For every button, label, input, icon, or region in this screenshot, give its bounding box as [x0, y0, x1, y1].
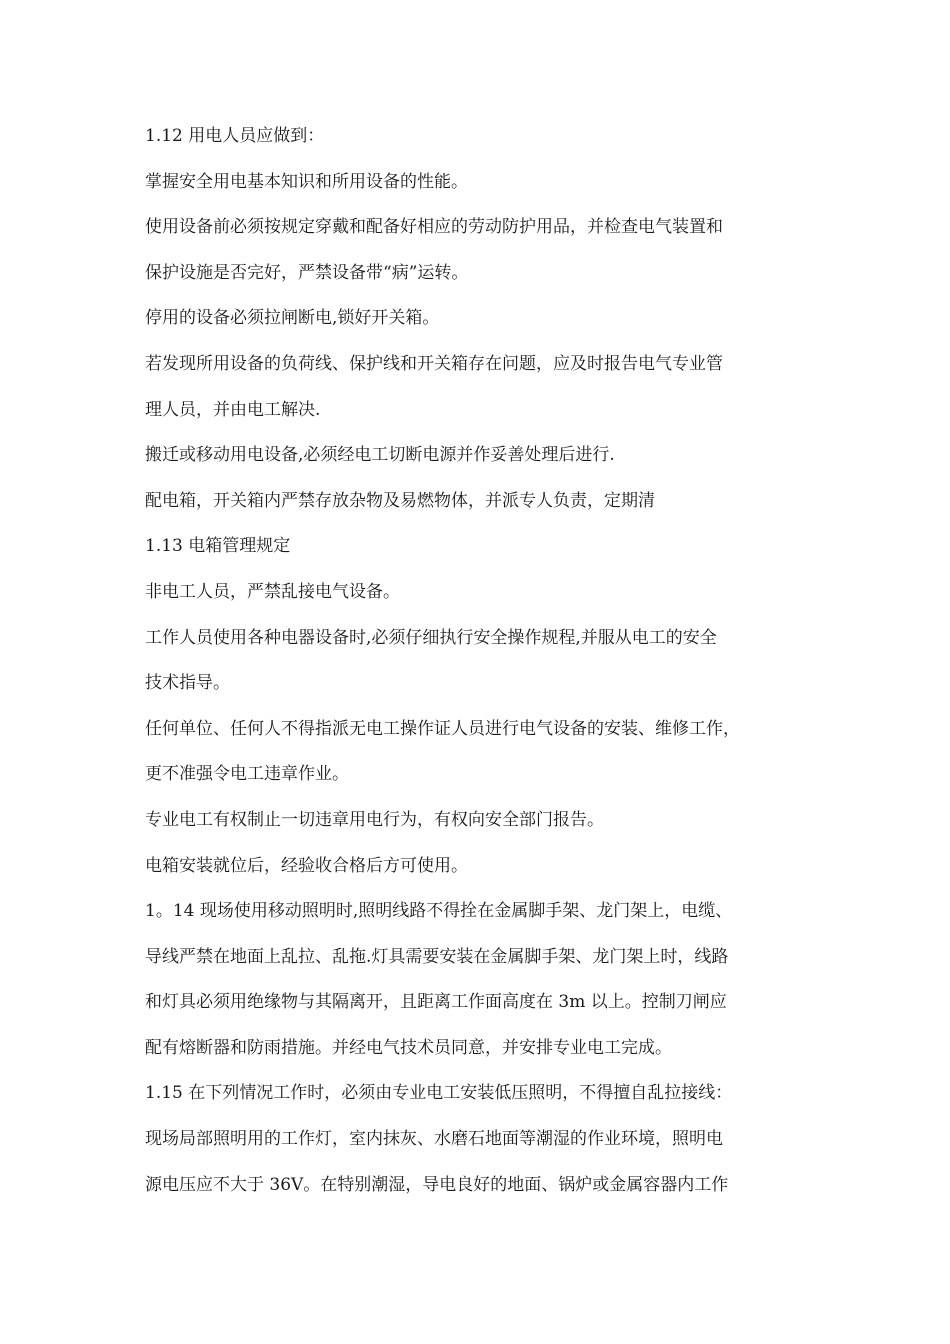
text-line: 导线严禁在地面上乱拉、乱拖.灯具需要安装在金属脚手架、龙门架上时，线路	[145, 946, 729, 967]
text-line: 若发现所用设备的负荷线、保护线和开关箱存在问题，应及时报告电气专业管	[145, 353, 723, 374]
text-line: 源电压应不大于 36V。在特别潮湿，导电良好的地面、锅炉或金属容器内工作	[145, 1174, 729, 1195]
text-line: 保护设施是否完好，严禁设备带“病”运转。	[145, 262, 469, 283]
text-line: 掌握安全用电基本知识和所用设备的性能。	[145, 171, 468, 192]
section-heading-1-15: 1.15 在下列情况工作时，必须由专业电工安装低压照明，不得擅自乱拉接线：	[145, 1083, 733, 1104]
text-line: 和灯具必须用绝缘物与其隔离开，且距离工作面高度在 3m 以上。控制刀闸应	[145, 992, 727, 1013]
text-line: 使用设备前必须按规定穿戴和配备好相应的劳动防护用品，并检查电气装置和	[145, 217, 723, 238]
section-heading-1-13: 1.13 电箱管理规定	[145, 536, 291, 557]
section-heading-1-14: 1。14 现场使用移动照明时,照明线路不得拴在金属脚手架、龙门架上，电缆、	[145, 901, 733, 922]
text-line: 电箱安装就位后，经验收合格后方可使用。	[145, 855, 468, 876]
document-body	[145, 114, 815, 1208]
text-line: 现场局部照明用的工作灯，室内抹灰、水磨石地面等潮湿的作业环境，照明电	[145, 1129, 723, 1150]
text-line: 配有熔断器和防雨措施。并经电气技术员同意，并安排专业电工完成。	[145, 1037, 672, 1058]
text-line: 更不准强令电工违章作业。	[145, 764, 349, 785]
text-line: 技术指导。	[145, 673, 230, 694]
text-line: 任何单位、任何人不得指派无电工操作证人员进行电气设备的安装、维修工作，	[145, 718, 740, 739]
text-line: 理人员，并由电工解决.	[145, 399, 321, 420]
section-heading-1-12: 1.12 用电人员应做到：	[145, 126, 325, 146]
text-line: 搬迁或移动用电设备,必须经电工切断电源并作妥善处理后进行.	[145, 445, 615, 466]
text-line: 专业电工有权制止一切违章用电行为，有权向安全部门报告。	[145, 809, 604, 830]
text-line: 配电箱，开关箱内严禁存放杂物及易燃物体，并派专人负责，定期清	[145, 490, 655, 511]
text-line: 工作人员使用各种电器设备时,必须仔细执行安全操作规程,并服从电工的安全	[145, 627, 717, 648]
text-line: 非电工人员，严禁乱接电气设备。	[145, 581, 400, 602]
text-line: 停用的设备必须拉闸断电,锁好开关箱。	[145, 308, 440, 329]
